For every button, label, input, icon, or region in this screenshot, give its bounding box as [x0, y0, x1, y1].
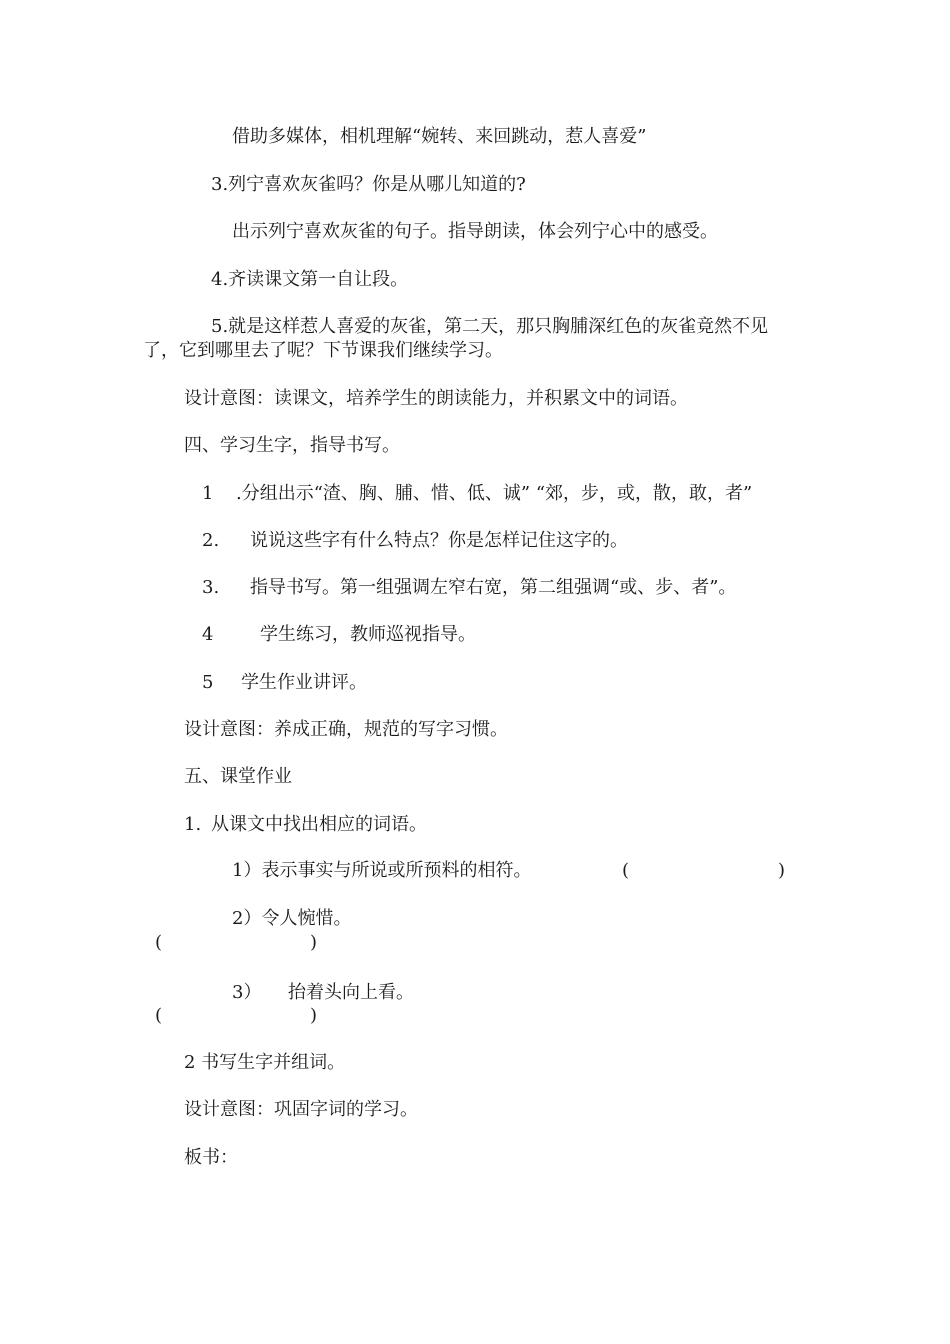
answer-blank-1-open: ( [622, 860, 630, 881]
list-item-2 [202, 528, 628, 553]
sub-question-3 [232, 980, 414, 1005]
step-5-line-1: 5.就是这样惹人喜爱的灰雀，第二天，那只胸脯深红色的灰雀竟然不见 [211, 316, 769, 337]
homework-item-1 [184, 812, 427, 837]
step-4: 4.齐读课文第一自让段。 [211, 269, 409, 290]
answer-blank-3-open: ( [155, 1005, 163, 1026]
answer-blank-1-close: ) [778, 860, 786, 881]
section-heading-4: 四、学习生字，指导书写。 [184, 435, 400, 456]
list-number: 1 [202, 483, 214, 504]
blackboard-heading: 板书： [184, 1147, 238, 1168]
list-number: 4 [202, 624, 214, 645]
answer-blank-3-close: ) [310, 1005, 318, 1026]
list-number: 3） [232, 982, 262, 1003]
list-item-5 [202, 670, 367, 695]
question-3: 3.列宁喜欢灰雀吗？你是从哪儿知道的? [211, 174, 526, 195]
design-intent-2: 设计意图：养成正确，规范的写字习惯。 [184, 719, 508, 740]
list-number: 2. [202, 530, 220, 551]
list-text: .分组出示“渣、胸、脯、惜、低、诚” “郊，步，或，散，敢，者” [236, 483, 753, 504]
list-number: 1. [184, 814, 202, 835]
list-text: 从课文中找出相应的词语。 [211, 814, 427, 835]
list-item-3 [202, 575, 736, 600]
answer-blank-2-open: ( [155, 932, 163, 953]
list-text: 学生作业讲评。 [241, 672, 367, 693]
paragraph-show-sentence: 出示列宁喜欢灰雀的句子。指导朗读，体会列宁心中的感受。 [232, 221, 718, 242]
paragraph-multimedia: 借助多媒体，相机理解“婉转、来回跳动，惹人喜爱” [232, 126, 647, 147]
list-text: 指导书写。第一组强调左窄右宽，第二组强调“或、步、者”。 [250, 577, 737, 598]
sub-question-2: 2）令人惋惜。 [232, 908, 352, 929]
section-heading-5: 五、课堂作业 [184, 766, 292, 787]
design-intent-3: 设计意图：巩固字词的学习。 [184, 1099, 418, 1120]
sub-question-1: 1）表示事实与所说或所预料的相符。 [232, 860, 532, 881]
design-intent-1: 设计意图：读课文，培养学生的朗读能力，并积累文中的词语。 [184, 388, 688, 409]
list-text: 说说这些字有什么特点？你是怎样记住这字的。 [250, 530, 628, 551]
homework-item-2: 2 书写生字并组词。 [184, 1052, 346, 1073]
list-number: 3. [202, 577, 220, 598]
step-5-line-2: 了，它到哪里去了呢？下节课我们继续学习。 [143, 340, 503, 361]
answer-blank-2-close: ) [310, 932, 318, 953]
list-text: 抬着头向上看。 [288, 982, 414, 1003]
list-item-4 [202, 622, 476, 647]
list-number: 5 [202, 672, 214, 693]
list-text: 学生练习，教师巡视指导。 [260, 624, 476, 645]
list-item-1 [202, 481, 752, 506]
